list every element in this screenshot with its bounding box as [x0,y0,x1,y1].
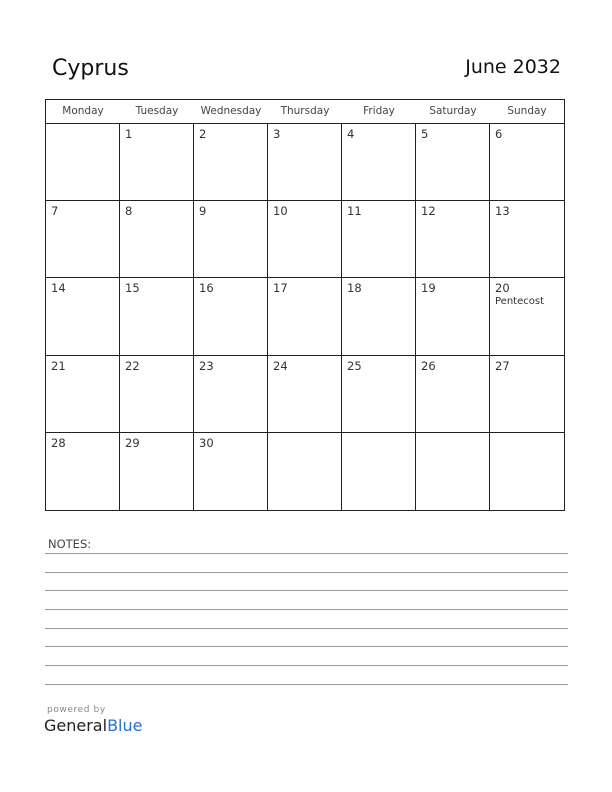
calendar-grid [45,99,565,511]
day-grid [46,124,564,510]
day-number: 24 [273,358,288,373]
weekday-tuesday: Tuesday [135,105,179,117]
day-cell [46,356,120,433]
day-number: 25 [347,358,362,373]
day-number: 7 [51,204,59,219]
note-line [45,609,568,610]
day-cell [46,433,120,510]
day-cell [194,124,268,201]
day-number: 9 [199,204,207,219]
day-cell [416,124,490,201]
day-cell [342,356,416,433]
day-number: 10 [273,204,288,219]
day-number: 26 [421,358,436,373]
day-cell [120,433,194,510]
day-number: 18 [347,281,362,296]
note-line [45,572,568,573]
day-cell [120,201,194,278]
weekday-thursday: Thursday [280,105,330,117]
day-number: 11 [347,204,362,219]
day-cell [268,278,342,355]
day-cell [120,124,194,201]
day-number: 14 [51,281,66,296]
day-number: 6 [495,127,503,141]
day-cell [490,201,564,278]
powered-by-text: powered by [47,705,106,715]
day-number: 20 [495,281,510,296]
day-cell [120,356,194,433]
day-cell [46,124,120,201]
day-number: 2 [199,127,207,141]
day-cell [490,278,564,355]
day-cell [490,356,564,433]
day-number: 5 [421,127,429,141]
day-cell [46,278,120,355]
day-number: 23 [199,358,214,373]
day-cell [268,356,342,433]
day-cell [416,433,490,510]
day-cell [194,433,268,510]
day-cell [194,278,268,355]
day-number: 4 [347,127,355,141]
note-line [45,590,568,591]
day-number: 19 [421,281,436,296]
day-number: 30 [199,435,214,450]
day-number: 3 [273,127,281,141]
day-number: 17 [273,281,288,296]
day-number: 15 [125,281,140,296]
day-cell [490,124,564,201]
day-number: 12 [421,204,436,219]
day-cell [416,201,490,278]
month-title: June 2032 [465,56,561,78]
brand-blue-text: Blue [107,716,143,735]
day-number: 8 [125,204,133,219]
weekday-sunday: Sunday [507,105,547,117]
day-cell [490,433,564,510]
note-line [45,665,568,666]
note-line [45,553,568,554]
day-number: 16 [199,281,214,296]
day-cell [120,278,194,355]
day-number: 22 [125,358,140,373]
day-cell [342,433,416,510]
note-line [45,628,568,629]
brand-general-text: General [44,716,108,735]
weekday-saturday: Saturday [429,105,477,117]
day-number: 28 [51,435,66,450]
weekday-friday: Friday [363,105,395,117]
day-number: 21 [51,358,66,373]
day-cell [342,124,416,201]
day-cell [342,201,416,278]
day-cell [268,124,342,201]
notes-label: NOTES: [48,537,92,551]
generalblue-logo [44,716,142,735]
holiday-label: Pentecost [495,296,544,308]
weekday-monday: Monday [62,105,104,117]
footer-branding [44,705,142,735]
day-number: 13 [495,204,510,219]
day-cell [46,201,120,278]
country-title: Cyprus [52,56,129,81]
note-line [45,684,568,685]
day-cell [268,201,342,278]
weekday-header-row [46,100,564,124]
day-cell [194,356,268,433]
day-number: 29 [125,435,140,450]
day-cell [194,201,268,278]
day-cell [342,278,416,355]
weekday-wednesday: Wednesday [200,105,262,117]
note-line [45,646,568,647]
day-cell [268,433,342,510]
day-cell [416,356,490,433]
day-number: 27 [495,358,510,373]
day-cell [416,278,490,355]
day-number: 1 [125,127,133,141]
